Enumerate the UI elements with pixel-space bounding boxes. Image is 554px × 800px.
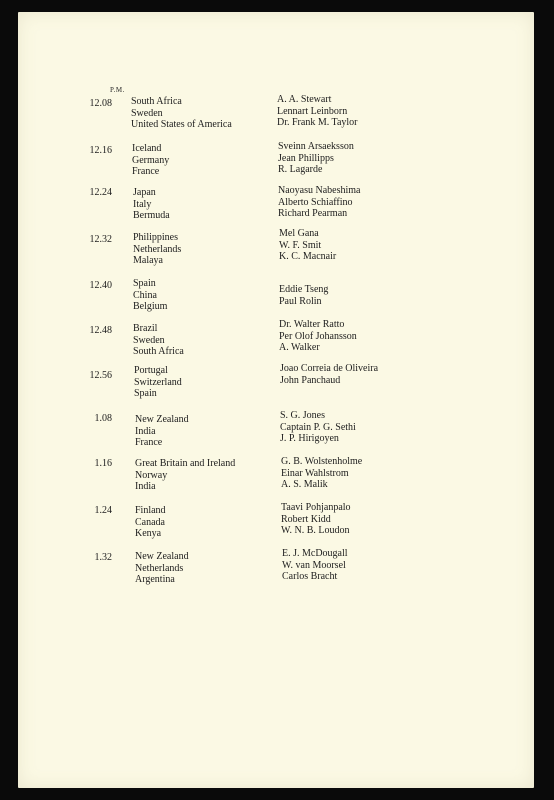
player-name: W. N. B. Loudon <box>281 525 350 537</box>
player-name: Captain P. G. Sethi <box>280 421 356 433</box>
player-name: Per Olof Johansson <box>279 330 357 342</box>
country-list <box>131 96 232 131</box>
document-page <box>18 12 534 788</box>
country-name: Netherlands <box>135 562 184 574</box>
country-name: Brazil <box>133 323 158 334</box>
player-name: R. Lagarde <box>278 164 323 176</box>
country-name: New Zealand <box>135 414 189 425</box>
player-name: Robert Kidd <box>281 513 331 525</box>
player-name: A. A. Stewart <box>277 94 332 105</box>
player-name: W. F. Smit <box>279 239 322 251</box>
player-name: Richard Pearman <box>278 208 348 220</box>
country-name: Argentina <box>135 574 175 586</box>
player-list <box>279 228 336 263</box>
tee-time: 12.08 <box>89 98 112 109</box>
player-name: A. S. Malik <box>281 479 328 491</box>
country-name: Norway <box>135 469 168 481</box>
tee-time: 12.32 <box>89 234 112 245</box>
tee-time: 12.48 <box>89 325 112 336</box>
country-name: Japan <box>133 187 156 198</box>
tee-time: 1.16 <box>94 458 112 469</box>
player-name: G. B. Wolstenholme <box>281 456 363 467</box>
player-name: Mel Gana <box>279 228 319 239</box>
player-name: Paul Rolin <box>279 295 322 307</box>
player-name: John Panchaud <box>280 374 341 386</box>
player-name: Dr. Walter Ratto <box>279 319 345 330</box>
player-name: Carlos Bracht <box>282 571 338 583</box>
country-name: Portugal <box>134 365 168 376</box>
player-name: E. J. McDougall <box>282 548 348 559</box>
tee-time: 12.56 <box>89 370 112 381</box>
player-name: K. C. Macnair <box>279 251 337 263</box>
player-name: Sveinn Arsaeksson <box>278 141 354 152</box>
tee-time: 1.08 <box>94 413 112 424</box>
country-name: United States of America <box>131 119 232 131</box>
player-list <box>280 410 356 445</box>
country-name: New Zealand <box>135 551 189 562</box>
player-list <box>282 548 348 583</box>
country-list <box>134 365 182 400</box>
country-name: France <box>135 437 163 449</box>
country-name: Finland <box>135 505 166 516</box>
player-list <box>281 502 351 537</box>
player-list <box>278 185 360 220</box>
country-name: Canada <box>135 516 165 528</box>
country-name: France <box>132 166 160 178</box>
player-name: W. van Moorsel <box>282 559 346 571</box>
tee-time: 12.40 <box>89 280 112 291</box>
player-list <box>281 456 362 491</box>
country-name: Italy <box>133 198 152 210</box>
country-list <box>135 414 189 449</box>
country-name: Switzerland <box>134 376 182 388</box>
player-name: Dr. Frank M. Taylor <box>277 117 358 129</box>
country-name: Sweden <box>133 334 165 346</box>
player-name: A. Walker <box>279 342 320 354</box>
country-name: Malaya <box>133 255 163 267</box>
player-list <box>277 94 358 129</box>
tee-time: 1.32 <box>94 552 112 563</box>
player-name: Alberto Schiaffino <box>278 196 353 208</box>
tee-time: 1.24 <box>94 505 112 516</box>
country-name: Iceland <box>132 143 162 154</box>
country-name: Germany <box>132 154 170 166</box>
country-name: Kenya <box>135 528 162 540</box>
country-name: Belgium <box>133 301 168 313</box>
country-list <box>133 232 181 267</box>
country-list <box>135 505 166 540</box>
player-name: Joao Correia de Oliveira <box>280 363 379 374</box>
country-name: Bermuda <box>133 210 170 222</box>
player-name: Lennart Leinborn <box>277 105 348 117</box>
country-name: Netherlands <box>133 243 182 255</box>
country-name: Great Britain and Ireland <box>135 458 236 469</box>
player-list <box>278 141 354 176</box>
player-name: Taavi Pohjanpalo <box>281 502 351 513</box>
country-list <box>133 187 170 222</box>
country-list <box>133 278 167 313</box>
country-name: Spain <box>134 388 157 400</box>
country-name: China <box>133 289 157 301</box>
player-name: Einar Wahlstrom <box>281 467 349 479</box>
player-list <box>279 284 328 307</box>
country-name: South Africa <box>133 346 184 358</box>
country-name: India <box>135 481 156 493</box>
tee-time: 12.24 <box>89 187 112 198</box>
country-name: Sweden <box>131 107 163 119</box>
country-list <box>135 551 189 586</box>
player-list <box>279 319 357 354</box>
country-name: Spain <box>133 278 156 289</box>
country-name: South Africa <box>131 96 182 107</box>
player-name: Jean Phillipps <box>278 152 334 164</box>
country-list <box>135 458 235 493</box>
country-list <box>132 143 169 178</box>
player-list <box>280 363 378 386</box>
country-name: India <box>135 425 156 437</box>
tee-time: 12.16 <box>89 145 112 156</box>
player-name: Eddie Tseng <box>279 284 329 295</box>
player-name: S. G. Jones <box>280 410 326 421</box>
pm-label: P.M. <box>110 86 125 94</box>
country-name: Philippines <box>133 232 179 243</box>
player-name: Naoyasu Nabeshima <box>278 185 361 196</box>
player-name: J. P. Hirigoyen <box>280 433 339 445</box>
country-list <box>133 323 184 358</box>
